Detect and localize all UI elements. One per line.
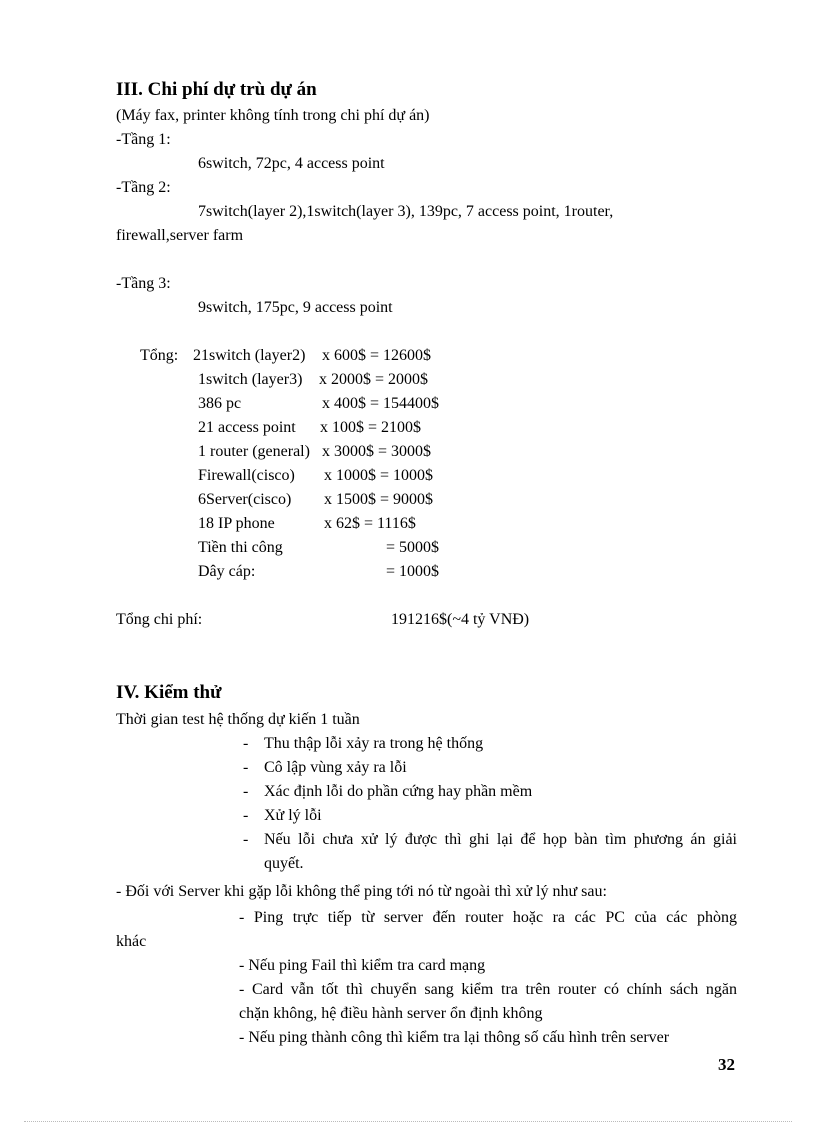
grand-total-label: Tổng chi phí: — [116, 611, 203, 628]
cost-calc: x 600$ = 12600$ — [322, 347, 432, 364]
cost-calc: x 62$ = 1116$ — [324, 515, 416, 532]
floor3-label: -Tầng 3: — [116, 275, 171, 292]
floor1-label: -Tầng 1: — [116, 131, 171, 148]
testing-intro: Thời gian test hệ thống dự kiến 1 tuần — [116, 711, 360, 728]
list-item: Xác định lỗi do phần cứng hay phần mềm — [264, 783, 533, 800]
list-item: Cô lập vùng xảy ra lỗi — [264, 759, 407, 776]
section-heading-cost: III. Chi phí dự trù dự án — [116, 79, 317, 100]
list-item: Thu thập lỗi xảy ra trong hệ thống — [264, 735, 484, 752]
list-bullet: - — [243, 759, 249, 776]
floor3-items: 9switch, 175pc, 9 access point — [198, 299, 393, 316]
cost-calc: x 1000$ = 1000$ — [324, 467, 434, 484]
cost-item: 21 access point — [198, 419, 296, 436]
list-bullet: - — [243, 735, 249, 752]
server-step: - Nếu ping Fail thì kiểm tra card mạng — [239, 957, 486, 974]
cost-item: 1 router (general) — [198, 443, 310, 460]
floor2-items: 7switch(layer 2),1switch(layer 3), 139pc, 7 access point, 1router, — [198, 203, 614, 220]
server-step: - Card vẫn tốt thì chuyển sang kiểm tra trên router có chính sách ngăn — [239, 981, 737, 998]
list-bullet: - — [243, 831, 249, 848]
section-heading-testing: IV. Kiểm thử — [116, 682, 222, 703]
server-intro: - Đối với Server khi gặp lỗi không thể ping tới nó từ ngoài thì xử lý như sau: — [116, 883, 607, 900]
floor2-label: -Tầng 2: — [116, 179, 171, 196]
server-step-cont: khác — [116, 933, 147, 950]
list-item: Xử lý lỗi — [264, 807, 322, 824]
list-bullet: - — [243, 783, 249, 800]
cost-item: 18 IP phone — [198, 515, 275, 532]
cost-calc: x 100$ = 2100$ — [320, 419, 422, 436]
cost-calc: x 400$ = 154400$ — [322, 395, 440, 412]
cost-calc: = 5000$ — [386, 539, 440, 556]
cost-note: (Máy fax, printer không tính trong chi phí dự án) — [116, 107, 430, 124]
cost-item: 21switch (layer2) — [193, 347, 306, 364]
floor2-items-cont: firewall,server farm — [116, 227, 244, 244]
server-step-cont: chặn không, hệ điều hành server ổn định không — [239, 1005, 543, 1022]
list-bullet: - — [243, 807, 249, 824]
page-number: 32 — [718, 1055, 735, 1074]
cost-calc: x 1500$ = 9000$ — [324, 491, 434, 508]
cost-item: 386 pc — [198, 395, 242, 412]
cost-item: Tiền thi công — [198, 539, 283, 556]
page-bottom-divider — [24, 1121, 792, 1122]
grand-total-value: 191216$(~4 tỷ VNĐ) — [391, 611, 530, 628]
server-step: - Ping trực tiếp từ server đến router hoặc ra các PC của các phòng — [239, 909, 737, 926]
cost-calc: x 2000$ = 2000$ — [319, 371, 429, 388]
cost-item: 1switch (layer3) — [198, 371, 303, 388]
floor1-items: 6switch, 72pc, 4 access point — [198, 155, 385, 172]
cost-item: Firewall(cisco) — [198, 467, 295, 484]
cost-calc: = 1000$ — [386, 563, 440, 580]
server-step: - Nếu ping thành công thì kiểm tra lại thông số cấu hình trên server — [239, 1029, 670, 1046]
cost-calc: x 3000$ = 3000$ — [322, 443, 432, 460]
cost-item: Dây cáp: — [198, 563, 256, 580]
list-item-cont: quyết. — [264, 855, 304, 872]
total-label: Tổng: — [140, 347, 179, 364]
list-item: Nếu lỗi chưa xử lý được thì ghi lại để họp bàn tìm phương án giải — [264, 831, 737, 848]
cost-item: 6Server(cisco) — [198, 491, 292, 508]
